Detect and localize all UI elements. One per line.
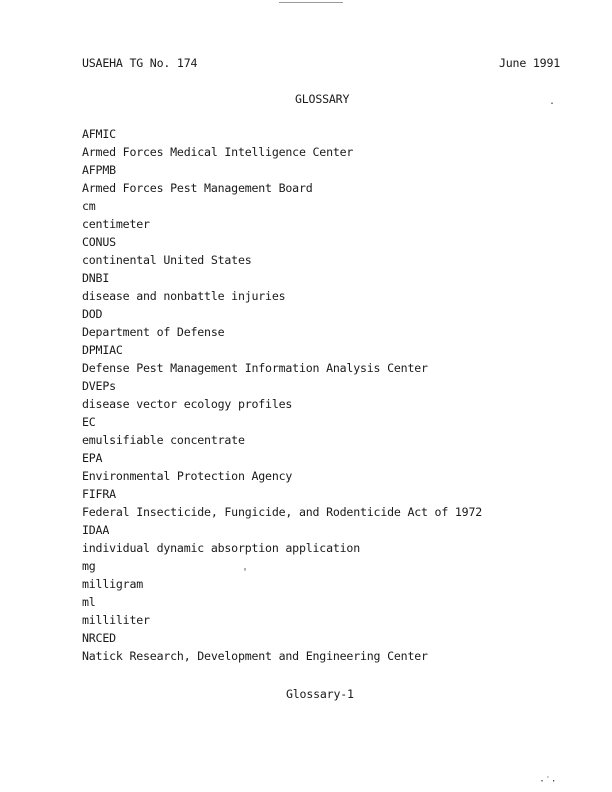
glossary-entry (82, 593, 562, 629)
glossary-term: DOD (82, 307, 103, 321)
glossary-entry (82, 269, 562, 305)
glossary-definition: Armed Forces Medical Intelligence Center (82, 145, 354, 159)
glossary-entry (82, 161, 562, 197)
glossary-term: DPMIAC (82, 343, 123, 357)
glossary-entry (82, 341, 562, 377)
scan-speck: . (549, 96, 555, 107)
glossary-definition: disease vector ecology profiles (82, 397, 293, 411)
glossary-list (82, 125, 562, 665)
glossary-entry (82, 233, 562, 269)
glossary-definition: Defense Pest Management Information Analysis Center (82, 361, 428, 375)
glossary-entry (82, 485, 562, 521)
glossary-definition: individual dynamic absorption application (82, 541, 360, 555)
document-id: USAEHA TG No. 174 (82, 56, 198, 70)
glossary-entry (82, 629, 562, 665)
glossary-definition: Environmental Protection Agency (82, 469, 293, 483)
scan-speck: ' (242, 567, 248, 578)
glossary-term: IDAA (82, 523, 110, 537)
page-title: GLOSSARY (295, 92, 350, 106)
page-number: Glossary-1 (286, 687, 354, 701)
glossary-entry (82, 557, 562, 593)
glossary-definition: Natick Research, Development and Engineering Center (82, 649, 428, 663)
glossary-definition: Federal Insecticide, Fungicide, and Rodenticide Act of 1972 (82, 505, 483, 519)
glossary-term: DNBI (82, 271, 110, 285)
glossary-definition: milliliter (82, 613, 150, 627)
glossary-term: FIFRA (82, 487, 116, 501)
glossary-entry (82, 305, 562, 341)
scan-speck: ·˙· (539, 776, 557, 787)
glossary-term: ml (82, 595, 96, 609)
glossary-entry (82, 521, 562, 557)
glossary-term: mg (82, 559, 96, 573)
document-date: June 1991 (499, 56, 561, 70)
glossary-definition: emulsifiable concentrate (82, 433, 245, 447)
glossary-definition: continental United States (82, 253, 252, 267)
glossary-term: cm (82, 199, 96, 213)
glossary-entry (82, 125, 562, 161)
glossary-term: AFPMB (82, 163, 116, 177)
glossary-term: AFMIC (82, 127, 116, 141)
glossary-term: NRCED (82, 631, 116, 645)
glossary-term: EC (82, 415, 96, 429)
glossary-definition: milligram (82, 577, 144, 591)
glossary-entry (82, 449, 562, 485)
glossary-definition: centimeter (82, 217, 150, 231)
glossary-definition: disease and nonbattle injuries (82, 289, 286, 303)
glossary-definition: Armed Forces Pest Management Board (82, 181, 313, 195)
top-scan-rule (279, 2, 343, 3)
glossary-term: CONUS (82, 235, 116, 249)
glossary-term: EPA (82, 451, 103, 465)
glossary-term: DVEPs (82, 379, 116, 393)
glossary-entry (82, 413, 562, 449)
glossary-entry (82, 377, 562, 413)
glossary-entry (82, 197, 562, 233)
glossary-definition: Department of Defense (82, 325, 225, 339)
